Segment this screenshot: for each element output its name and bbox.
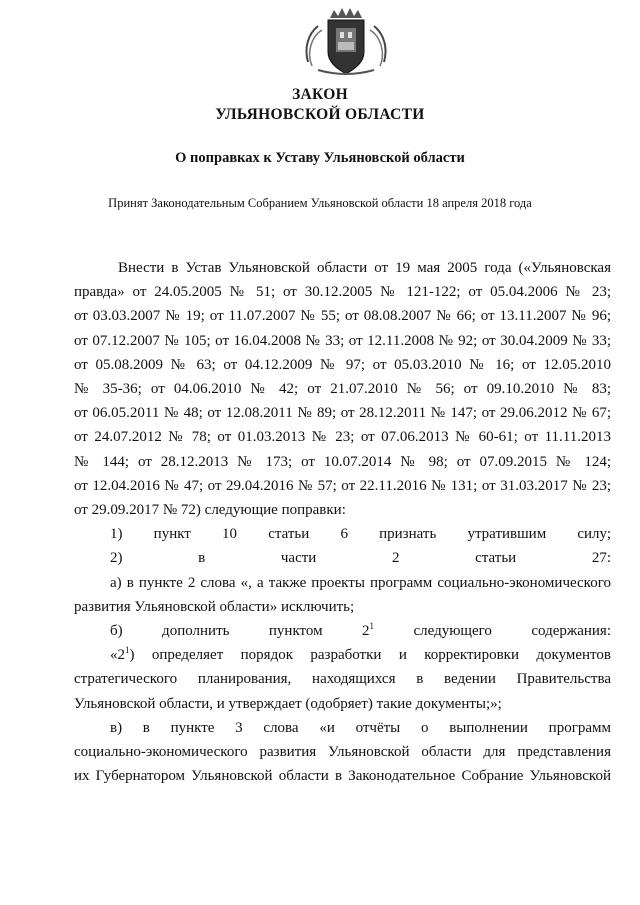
body-line: от 07.12.2007 № 105; от 16.04.2008 № 33; от 12.11.2008 № 92; от 30.04.2009 № 33;: [74, 332, 611, 349]
quoted-point-line: [74, 643, 611, 667]
subitem-v-line: социально-экономического развития Ульяновской области для представления: [74, 744, 611, 761]
quoted-point-line: Ульяновской области, и утверждает (одобряет) такие документы;»;: [74, 695, 502, 712]
subitem-a-line: развития Ульяновской области» исключить;: [74, 598, 355, 615]
body-line: № 35-36; от 04.06.2010 № 42; от 21.07.2010 № 56; от 09.10.2010 № 83;: [74, 381, 611, 398]
body-line: № 144; от 28.12.2013 № 173; от 10.07.2014 № 98; от 07.09.2015 № 124;: [74, 453, 611, 470]
subitem-a-line: а) в пункте 2 слова «, а также проекты программ социально-экономического: [110, 574, 611, 591]
subitem-b-text: следующего содержания:: [374, 623, 612, 640]
quote-open: «2: [110, 647, 125, 664]
law-subject-title: О поправках к Уставу Ульяновской области: [175, 150, 465, 166]
amendment-item-1: 1) пункт 10 статьи 6 признать утратившим силу;: [110, 526, 611, 543]
body-line: правда» от 24.05.2005 № 51; от 30.12.2005 № 121-122; от 05.04.2006 № 23;: [74, 284, 611, 301]
body-line: от 05.08.2009 № 63; от 04.12.2009 № 97; от 05.03.2010 № 16; от 12.05.2010: [74, 356, 611, 373]
quoted-point-line: стратегического планирования, находящихся в ведении Правительства: [74, 671, 611, 688]
subitem-v-line: в) в пункте 3 слова «и отчёты о выполнении программ: [110, 719, 611, 736]
superscript-index: 1: [125, 645, 130, 656]
adoption-note: Принят Законодательным Собранием Ульяновской области 18 апреля 2018 года: [108, 196, 532, 210]
law-title-line1: ЗАКОН: [292, 86, 348, 103]
body-line: от 24.07.2012 № 78; от 01.03.2013 № 23; от 07.06.2013 № 60-61; от 11.11.2013: [74, 429, 611, 446]
amendment-item-2: 2) в части 2 статьи 27:: [110, 550, 611, 567]
subitem-v-line: их Губернатором Ульяновской области в Законодательное Собрание Ульяновской: [74, 768, 611, 785]
law-title-line2: УЛЬЯНОВСКОЙ ОБЛАСТИ: [215, 106, 425, 123]
subitem-b-text: б) дополнить пунктом 2: [110, 623, 370, 640]
body-line: от 06.05.2011 № 48; от 12.08.2011 № 89; от 28.12.2011 № 147; от 29.06.2012 № 67;: [74, 405, 611, 422]
body-line: Внести в Устав Ульяновской области от 19 мая 2005 года («Ульяновская: [118, 260, 611, 276]
ulyanovsk-coat-of-arms-icon: [300, 4, 392, 78]
body-line: от 29.09.2017 № 72) следующие поправки:: [74, 502, 346, 519]
quoted-point-text: ) определяет порядок разработки и корректировки документов: [129, 647, 611, 664]
body-line: от 03.03.2007 № 19; от 11.07.2007 № 55; от 08.08.2007 № 66; от 13.11.2007 № 96;: [74, 308, 611, 325]
subitem-b: [74, 619, 611, 643]
body-line: от 12.04.2016 № 47; от 29.04.2016 № 57; от 22.11.2016 № 131; от 31.03.2017 № 23;: [74, 477, 611, 494]
law-body: [74, 256, 611, 788]
superscript-index: 1: [369, 621, 375, 632]
